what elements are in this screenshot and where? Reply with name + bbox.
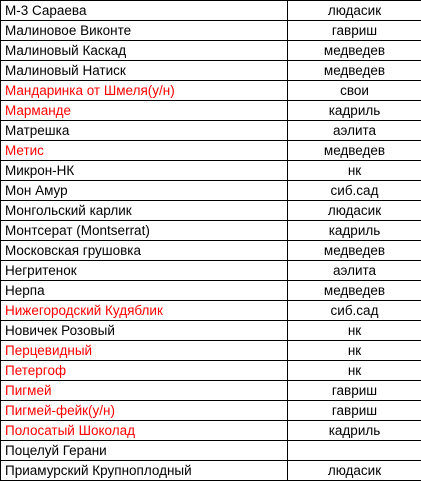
variety-name-cell[interactable]: Монгольский карлик — [1, 201, 288, 221]
table-row — [1, 61, 421, 81]
table-row — [1, 241, 421, 261]
supplier-cell[interactable]: медведев — [288, 61, 421, 81]
table-row — [1, 1, 421, 21]
supplier-cell[interactable]: сиб.сад — [288, 301, 421, 321]
table-row — [1, 281, 421, 301]
variety-name-cell[interactable]: Мон Амур — [1, 181, 288, 201]
variety-name-cell[interactable]: Перцевидный — [1, 341, 288, 361]
table-row — [1, 121, 421, 141]
variety-name-cell[interactable]: Полосатый Шоколад — [1, 421, 288, 441]
supplier-cell[interactable]: кадриль — [288, 101, 421, 121]
table-row — [1, 201, 421, 221]
variety-name-cell[interactable]: Московская грушовка — [1, 241, 288, 261]
variety-name-cell[interactable]: Мандаринка от Шмеля(у/н) — [1, 81, 288, 101]
table-row — [1, 41, 421, 61]
supplier-cell[interactable]: нк — [288, 341, 421, 361]
supplier-cell[interactable]: медведев — [288, 281, 421, 301]
variety-name-cell[interactable]: Монтсерат (Montserrat) — [1, 221, 288, 241]
table-row — [1, 161, 421, 181]
supplier-cell[interactable]: нк — [288, 161, 421, 181]
supplier-cell[interactable]: людасик — [288, 461, 421, 481]
supplier-cell[interactable]: гавриш — [288, 401, 421, 421]
variety-name-cell[interactable]: Негритенок — [1, 261, 288, 281]
table-row — [1, 81, 421, 101]
table-body — [1, 1, 421, 481]
table-row — [1, 221, 421, 241]
table-row — [1, 301, 421, 321]
variety-name-cell[interactable]: Матрешка — [1, 121, 288, 141]
variety-name-cell[interactable]: Нерпа — [1, 281, 288, 301]
supplier-cell[interactable]: кадриль — [288, 221, 421, 241]
variety-name-cell[interactable]: Новичек Розовый — [1, 321, 288, 341]
variety-name-cell[interactable]: Малиновое Виконте — [1, 21, 288, 41]
table-row — [1, 141, 421, 161]
supplier-cell[interactable]: аэлита — [288, 261, 421, 281]
table-row — [1, 361, 421, 381]
table-row — [1, 341, 421, 361]
table-row — [1, 181, 421, 201]
table-row — [1, 21, 421, 41]
supplier-cell[interactable]: людасик — [288, 1, 421, 21]
supplier-cell[interactable]: медведев — [288, 141, 421, 161]
variety-name-cell[interactable]: Нижегородский Кудяблик — [1, 301, 288, 321]
table-row — [1, 261, 421, 281]
supplier-cell[interactable]: нк — [288, 321, 421, 341]
variety-name-cell[interactable]: Петергоф — [1, 361, 288, 381]
table-row — [1, 461, 421, 481]
variety-name-cell[interactable]: Пигмей-фейк(у/н) — [1, 401, 288, 421]
variety-name-cell[interactable]: Микрон-НК — [1, 161, 288, 181]
supplier-cell[interactable]: гавриш — [288, 21, 421, 41]
variety-name-cell[interactable]: Приамурский Крупноплодный — [1, 461, 288, 481]
variety-name-cell[interactable]: Малиновый Натиск — [1, 61, 288, 81]
supplier-cell[interactable]: сиб.сад — [288, 181, 421, 201]
variety-name-cell[interactable]: Метис — [1, 141, 288, 161]
variety-name-cell[interactable]: Малиновый Каскад — [1, 41, 288, 61]
table-row — [1, 401, 421, 421]
variety-name-cell[interactable]: Пигмей — [1, 381, 288, 401]
supplier-cell[interactable]: людасик — [288, 201, 421, 221]
table-row — [1, 381, 421, 401]
supplier-cell[interactable]: кадриль — [288, 421, 421, 441]
variety-name-cell[interactable]: М-3 Сараева — [1, 1, 288, 21]
supplier-cell[interactable]: гавриш — [288, 381, 421, 401]
supplier-cell[interactable]: медведев — [288, 41, 421, 61]
table-row — [1, 421, 421, 441]
supplier-cell[interactable]: нк — [288, 361, 421, 381]
table-row — [1, 101, 421, 121]
table-row — [1, 321, 421, 341]
supplier-cell[interactable]: свои — [288, 81, 421, 101]
variety-name-cell[interactable]: Поцелуй Герани — [1, 441, 288, 461]
table-row — [1, 441, 421, 461]
variety-name-cell[interactable]: Марманде — [1, 101, 288, 121]
supplier-cell[interactable]: аэлита — [288, 121, 421, 141]
supplier-cell[interactable]: медведев — [288, 241, 421, 261]
supplier-cell[interactable] — [288, 441, 421, 461]
